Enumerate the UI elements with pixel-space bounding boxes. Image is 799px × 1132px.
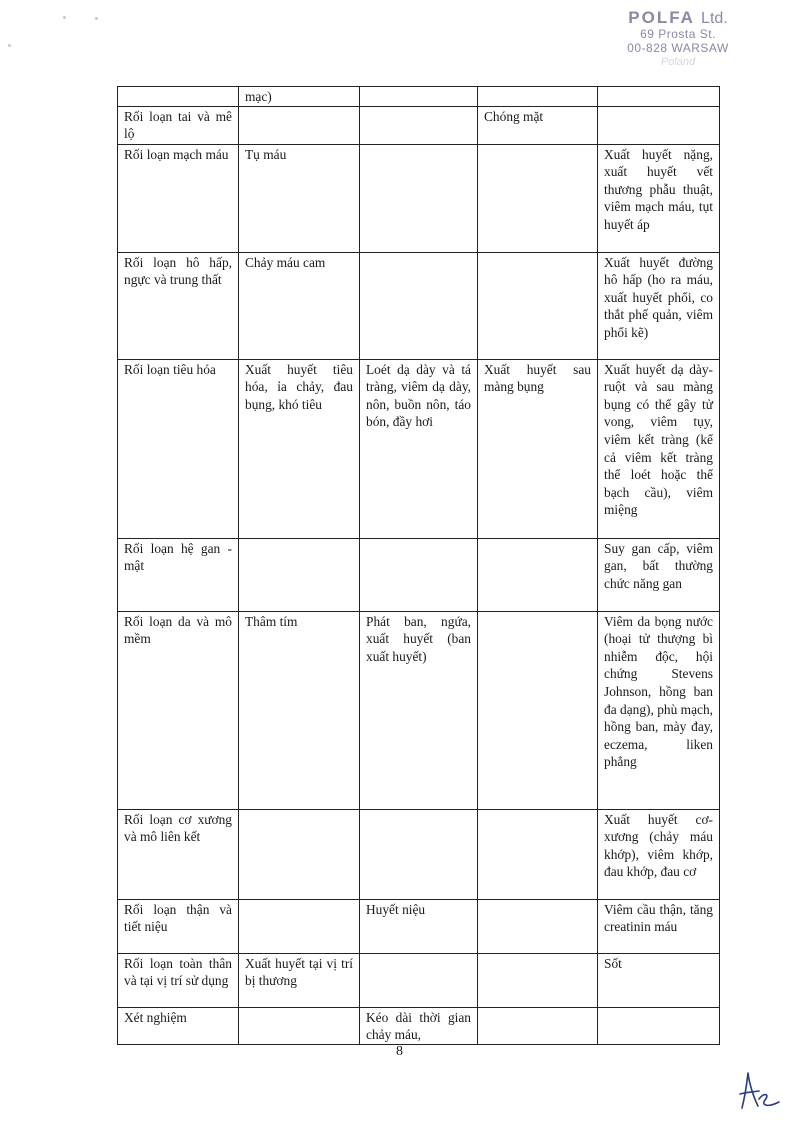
table-row [118,87,720,107]
frequency-cell [360,87,478,107]
frequency-cell: Xuất huyết đường hô hấp (ho ra máu, xuất huyết phổi, co thắt phế quản, viêm phổi kẽ) [598,252,720,359]
frequency-cell [478,144,598,252]
frequency-cell: Xuất huyết tiêu hóa, ỉa chảy, đau bụng, khó tiêu [239,359,360,538]
table-row [118,611,720,809]
frequency-cell [360,809,478,899]
frequency-cell: Loét dạ dày và tá tràng, viêm dạ dày, nôn, buồn nôn, táo bón, đầy hơi [360,359,478,538]
frequency-cell [478,611,598,809]
frequency-cell [478,809,598,899]
frequency-cell [239,106,360,144]
scan-speck [63,16,66,19]
organ-class-cell: Rối loạn mạch máu [118,144,239,252]
frequency-cell: Thâm tím [239,611,360,809]
stamp-company-suffix: Ltd. [701,10,728,27]
frequency-cell: Viêm da bọng nước (hoại tử thượng bì nhiễm độc, hội chứng Stevens Johnson, hồng ban đa dạng), phù mạch, hồng ban, mày đay, eczema, liken phẳng [598,611,720,809]
frequency-cell [360,252,478,359]
frequency-cell [360,538,478,611]
frequency-cell [478,1007,598,1044]
frequency-cell [239,899,360,953]
adverse-reactions-table [117,86,720,1045]
organ-class-cell: Rối loạn tiêu hóa [118,359,239,538]
organ-class-cell: Xét nghiệm [118,1007,239,1044]
table-row [118,1007,720,1044]
frequency-cell [478,953,598,1007]
table-row [118,144,720,252]
organ-class-cell: Rối loạn da và mô mềm [118,611,239,809]
table-row [118,538,720,611]
organ-class-cell: Rối loạn cơ xương và mô liên kết [118,809,239,899]
scan-speck [8,44,11,47]
frequency-cell: Suy gan cấp, viêm gan, bất thường chức năng gan [598,538,720,611]
frequency-cell: Phát ban, ngứa, xuất huyết (ban xuất huyết) [360,611,478,809]
table-body [118,87,720,1045]
scan-speck [95,17,98,20]
stamp-street: 69 Prosta St. [640,27,716,42]
stamp-country: Poland [660,55,696,68]
frequency-cell [478,899,598,953]
frequency-cell [598,1007,720,1044]
frequency-cell [239,809,360,899]
table-row [118,252,720,359]
frequency-cell [598,106,720,144]
organ-class-cell: Rối loạn thận và tiết niệu [118,899,239,953]
stamp-company [598,8,758,28]
organ-class-cell: Rối loạn tai và mê lộ [118,106,239,144]
frequency-cell: Xuất huyết sau màng bụng [478,359,598,538]
frequency-cell: Sốt [598,953,720,1007]
frequency-cell: Xuất huyết nặng, xuất huyết vết thương phẫu thuật, viêm mạch máu, tụt huyết áp [598,144,720,252]
frequency-cell: Chóng mặt [478,106,598,144]
signature-initials [733,1070,783,1112]
table-row [118,953,720,1007]
stamp-city: 00-828 WARSAW [627,41,729,56]
organ-class-cell: Rối loạn hệ gan - mật [118,538,239,611]
table-row [118,106,720,144]
frequency-cell [598,87,720,107]
frequency-cell [478,538,598,611]
frequency-cell [239,1007,360,1044]
page-number: 8 [396,1044,403,1059]
frequency-cell [360,144,478,252]
frequency-cell: Huyết niệu [360,899,478,953]
frequency-cell [360,953,478,1007]
frequency-cell [360,106,478,144]
frequency-cell: Xuất huyết dạ dày-ruột và sau màng bụng có thể gây tử vong, viêm tụy, viêm kết tràng (kể cả viêm kết tràng thể loét hoặc thể bạch cầu), viêm miệng [598,359,720,538]
organ-class-cell [118,87,239,107]
frequency-cell: Chảy máu cam [239,252,360,359]
frequency-cell: Viêm cầu thận, tăng creatinin máu [598,899,720,953]
frequency-cell [239,538,360,611]
company-stamp [598,8,758,69]
organ-class-cell: Rối loạn hô hấp, ngực và trung thất [118,252,239,359]
organ-class-cell: Rối loạn toàn thân và tại vị trí sử dụng [118,953,239,1007]
table-row [118,809,720,899]
table-row [118,899,720,953]
frequency-cell: Tụ máu [239,144,360,252]
frequency-cell: mạc) [239,87,360,107]
frequency-cell: Xuất huyết cơ-xương (chảy máu khớp), viêm khớp, đau khớp, đau cơ [598,809,720,899]
frequency-cell [478,252,598,359]
frequency-cell: Xuất huyết tại vị trí bị thương [239,953,360,1007]
frequency-cell: Kéo dài thời gian chảy máu, [360,1007,478,1044]
frequency-cell [478,87,598,107]
stamp-company-name: POLFA [628,8,695,27]
table-row [118,359,720,538]
